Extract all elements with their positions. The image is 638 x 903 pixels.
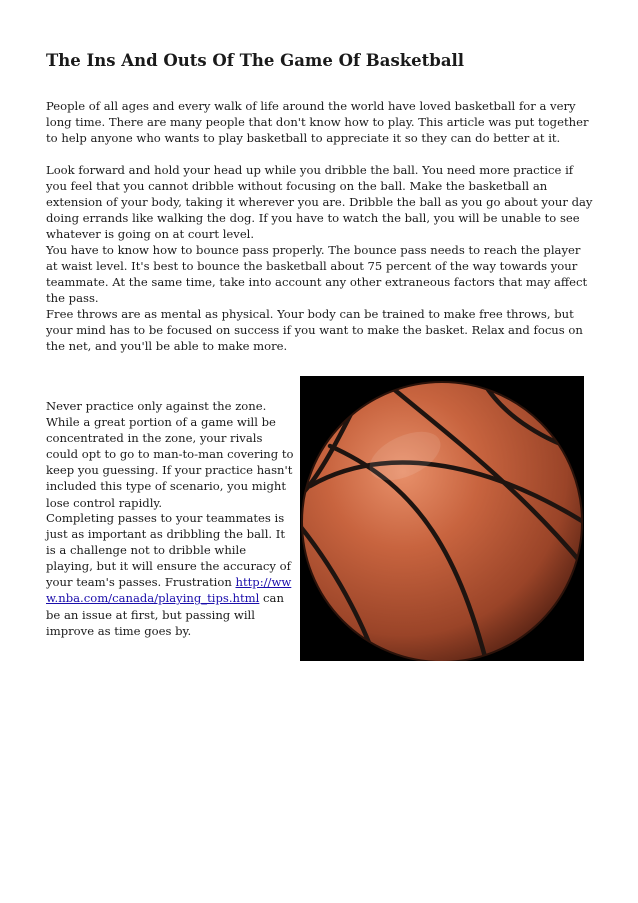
paragraph-free-throws: Free throws are as mental as physical. Your body can be trained to make free throws, but your mind has to be focused on success if you want to make the basket. Relax and focus on the net, and you'll be able to make more. <box>46 307 583 354</box>
paragraph-zone: Never practice only against the zone. While a great portion of a game will be concentrated in the zone, your rivals could opt to go to man-to-man covering to keep you guessing. If your practice hasn't included this type of scenario, you might lose control rapidly. <box>46 399 294 510</box>
article-title: The Ins And Outs Of The Game Of Basketball <box>46 51 465 70</box>
basketball-photo <box>300 376 584 661</box>
passes-text-before: Completing passes to your teammates is just as important as dribbling the ball. It is a challenge not to dribble while playing, but it will ensure the accuracy of your team's passes. Frustration <box>46 511 291 590</box>
paragraph-intro: People of all ages and every walk of life around the world have loved basketball for a very long time. There are many people that don't know how to play. This article was put together to help anyone who wants to play basketball to appreciate it so they can do better at it. <box>46 99 589 146</box>
paragraph-dribble: Look forward and hold your head up while you dribble the ball. You need more practice if you feel that you cannot dribble without focusing on the ball. Make the basketball an extension of your body, taking it wherever you are. Dribble the ball as you go about your day doing errands like walking the dog. If you have to watch the ball, you will be unable to see whatever is going on at court level. <box>46 163 593 242</box>
paragraph-bounce-pass: You have to know how to bounce pass properly. The bounce pass needs to reach the player at waist level. It's best to bounce the basketball about 75 percent of the way towards your teammate. At the same time, take into account any other extraneous factors that may affect the pass. <box>46 243 588 306</box>
passes-text-after: can be an issue at first, but passing will improve as time goes by. <box>46 591 284 638</box>
nba-tips-link[interactable]: http://www.nba.com/canada/playing_tips.html <box>46 575 292 606</box>
paragraph-passes <box>46 510 294 639</box>
basketball-illustration <box>300 376 584 661</box>
